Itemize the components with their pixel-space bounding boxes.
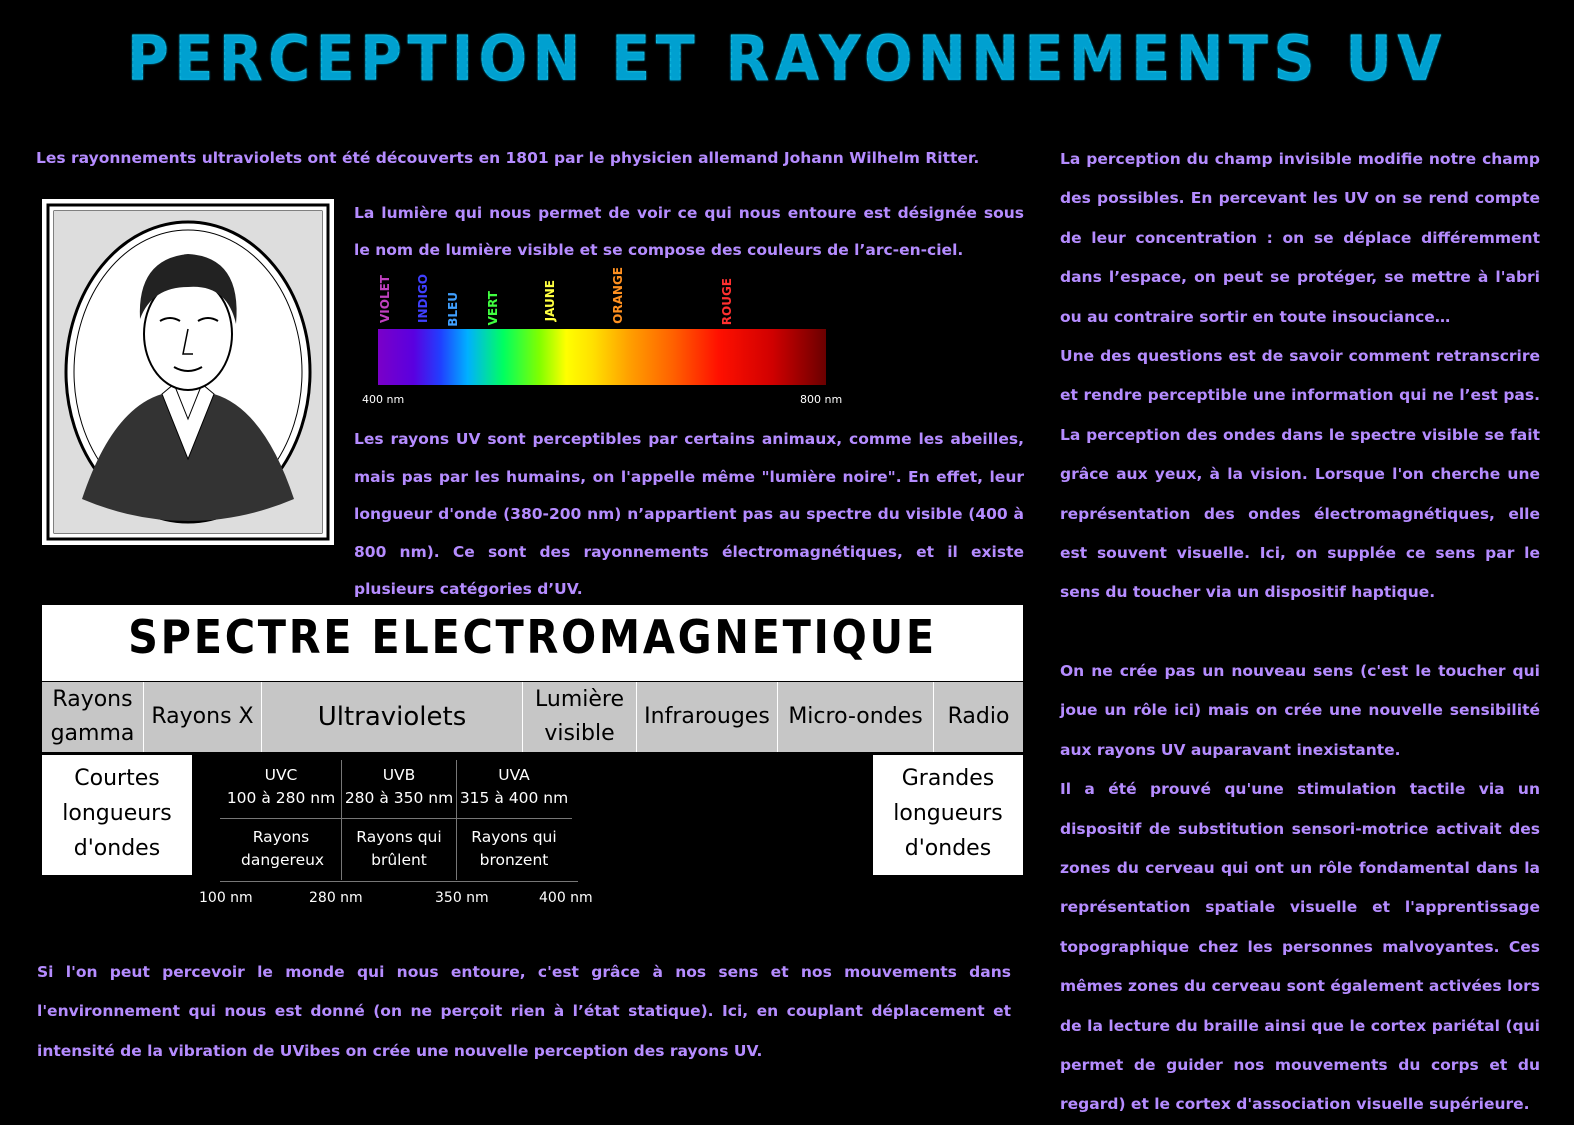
short-wavelengths-label: Courtes longueurs d'ondes (42, 755, 192, 875)
band-visible: Lumière visible (523, 682, 637, 752)
uva-cell (457, 764, 571, 810)
uva-effect (457, 826, 571, 872)
label-indigo: INDIGO (416, 274, 430, 323)
ritter-portrait (42, 199, 334, 545)
right-paragraph-3: On ne crée pas un nouveau sens (c'est le toucher qui joue un rôle ici) mais on crée une nouvelle sensibilité aux rayons UV auparavant inexistante. (1060, 661, 1540, 759)
label-vert: VERT (486, 291, 500, 326)
uvb-cell (342, 764, 456, 810)
label-bleu: BLEU (446, 292, 460, 327)
bottom-text: Si l'on peut percevoir le monde qui nous entoure, c'est grâce à nos sens et nos mouvements dans l'environnement qui nous est donné (on ne perçoit rien à l’état statique). Ici, en couplant déplacement et intensité de la vibration de UVibes on crée une nouvelle perception des rayons UV. (37, 963, 1011, 1060)
uvb-name: UVB (382, 766, 416, 784)
spectrum-start-label: 400 nm (362, 393, 405, 406)
visible-light-text: La lumière qui nous permet de voir ce qui nous entoure est désignée sous le nom de lumière visible et se compose des couleurs de l’arc-en-ciel. (354, 204, 1024, 259)
scale-350: 350 nm (435, 890, 489, 906)
band-xray: Rayons X (144, 682, 262, 752)
uv-table-divider (220, 818, 572, 819)
uvc-name: UVC (264, 766, 298, 784)
page-title: PERCEPTION ET RAYONNEMENTS UV (63, 22, 1511, 95)
uva-range: 315 à 400 nm (459, 789, 569, 807)
uvb-range: 280 à 350 nm (344, 789, 454, 807)
scale-280: 280 nm (309, 890, 363, 906)
right-paragraph-2: Une des questions est de savoir comment retranscrire et rendre perceptible une information qui ne l’est pas. La perception des ondes dans le spectre visible se fait grâce aux yeux, à la vision. Lorsque l'on cherche une représentation des ondes électromagnétiques, elle est souvent visuelle. Ici, on supplée ce sens par le sens du toucher via un dispositif haptique. (1060, 347, 1540, 602)
band-infrared: Infrarouges (637, 682, 778, 752)
uv-table-vline-2 (456, 760, 457, 880)
uvc-effect (222, 826, 340, 872)
right-paragraph-1: La perception du champ invisible modifie notre champ des possibles. En percevant les UV on se rend compte de leur concentration : on se déplace différemment dans l’espace, on peut se protéger, se mettre à l'abri ou au contraire sortir en toute insouciance… (1060, 150, 1540, 326)
long-wavelengths-label: Grandes longueurs d'ondes (873, 755, 1023, 875)
uvb-effect (342, 826, 456, 872)
scale-400: 400 nm (539, 890, 593, 906)
uv-text: Les rayons UV sont perceptibles par certains animaux, comme les abeilles, mais pas par les humains, on l'appelle même "lumière noire". En effet, leur longueur d'onde (380-200 nm) n’appartient pas au spectre du visible (400 à 800 nm). Ce sont des rayonnements électromagnétiques, et il existe plusieurs catégories d’UV. (354, 430, 1024, 598)
uva-name: UVA (498, 766, 530, 784)
band-radio: Radio (934, 682, 1023, 752)
uv-table-vline-1 (341, 760, 342, 880)
band-gamma: Rayons gamma (42, 682, 144, 752)
label-jaune: JAUNE (543, 280, 557, 322)
label-orange: ORANGE (611, 267, 625, 324)
visible-spectrum-bar (378, 329, 826, 385)
band-ultraviolet: Ultraviolets (262, 682, 523, 752)
band-microwave: Micro-ondes (778, 682, 934, 752)
uva-effect-text: Rayons qui bronzent (471, 828, 557, 869)
label-rouge: ROUGE (720, 278, 734, 326)
em-spectrum-title: SPECTRE ELECTROMAGNETIQUE (128, 610, 937, 664)
label-violet: VIOLET (378, 275, 392, 323)
right-column-text (1060, 140, 1540, 1125)
intro-text: Les rayonnements ultraviolets ont été découverts en 1801 par le physicien allemand Johann Wilhelm Ritter. (36, 149, 980, 167)
uvc-effect-text: Rayons dangereux (241, 828, 325, 869)
uvc-cell (222, 764, 340, 810)
scale-100: 100 nm (199, 890, 253, 906)
spectrum-end-label: 800 nm (800, 393, 843, 406)
right-paragraph-4: Il a été prouvé qu'une stimulation tactile via un dispositif de substitution sensori-motrice activait des zones du cerveau qui ont un rôle fondamental dans la représentation spatiale visuelle et l'apprentissage topographique chez les personnes malvoyantes. Ces mêmes zones du cerveau sont également activées lors de la lecture du braille ainsi que le cortex pariétal (qui permet de guider nos mouvements du corps et du regard) et le cortex d'association visuelle supérieure. (1060, 780, 1540, 1114)
uvb-effect-text: Rayons qui brûlent (356, 828, 442, 869)
uvc-range: 100 à 280 nm (226, 789, 336, 807)
uv-scale-line (220, 881, 578, 882)
